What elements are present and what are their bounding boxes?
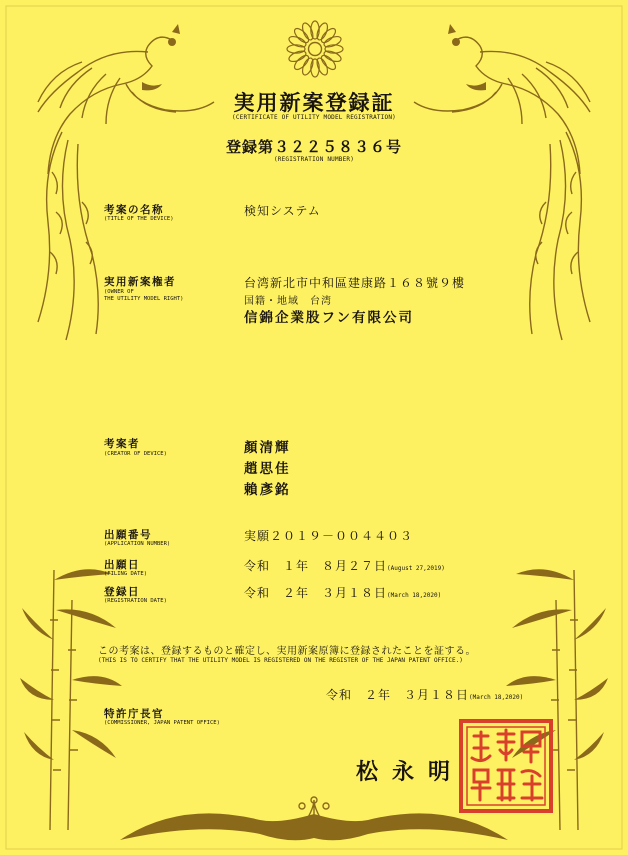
issue-date-jp: 令和 ２年 ３月１８日 xyxy=(326,688,470,702)
certificate-title-en: (CERTIFICATE OF UTILITY MODEL REGISTRATION) xyxy=(232,114,396,121)
chrysanthemum-crest-icon xyxy=(286,20,344,78)
device-title-value: 検知システム xyxy=(244,204,321,218)
creator-name: 趙思佳 xyxy=(244,461,291,477)
issue-date-en: (March 18,2020) xyxy=(469,694,524,701)
certification-text: この考案は、登録するものと確定し、実用新案原簿に登録されたことを証する。 xyxy=(98,646,476,657)
creator-label-en: (CREATOR OF DEVICE) xyxy=(104,451,167,457)
owner-label-en: (OWNER OF THE UTILITY MODEL RIGHT) xyxy=(104,289,184,302)
registration-number-en: (REGISTRATION NUMBER) xyxy=(273,156,355,163)
filing-date-en: (August 27,2019) xyxy=(387,565,445,572)
commissioner-signature: 松永明 xyxy=(356,759,465,785)
official-seal-icon xyxy=(458,718,554,814)
application-number-label: 出願番号 xyxy=(104,529,152,541)
registration-date-label: 登録日 xyxy=(104,586,140,598)
phoenix-right-icon xyxy=(406,22,606,382)
certification-text-en: (THIS IS TO CERTIFY THAT THE UTILITY MODEL IS REGISTERED ON THE REGISTER OF THE JAPAN PATENT OFFICE.) xyxy=(98,657,463,664)
application-number-value: 実願２０１９－００４４０３ xyxy=(244,529,414,543)
device-title-label-en: (TITLE OF THE DEVICE) xyxy=(104,216,174,222)
filing-date-label: 出願日 xyxy=(104,559,140,571)
certificate-title: 実用新案登録証 xyxy=(233,90,395,115)
application-number-label-en: (APPLICATION NUMBER) xyxy=(104,541,171,547)
creator-name: 賴彥銘 xyxy=(244,482,291,498)
filing-date-label-en: (FILING DATE) xyxy=(104,571,148,577)
creator-label: 考案者 xyxy=(104,438,140,450)
commissioner-label: 特許庁長官 xyxy=(104,708,164,720)
owner-nationality: 国籍・地域 台湾 xyxy=(244,296,332,307)
creator-name: 顏清輝 xyxy=(244,440,291,456)
owner-name: 信錦企業股フン有限公司 xyxy=(244,310,414,326)
commissioner-label-en: (COMMISSIONER, JAPAN PATENT OFFICE) xyxy=(104,720,220,726)
issue-date xyxy=(326,686,523,703)
filing-date-value xyxy=(244,557,445,574)
registration-date-label-en: (REGISTRATION DATE) xyxy=(104,598,167,604)
registration-number: 登録第３２２５８３６号 xyxy=(225,138,402,156)
filing-date-jp: 令和 １年 ８月２７日 xyxy=(244,559,388,573)
owner-address: 台湾新北市中和區建康路１６８號９樓 xyxy=(244,276,466,290)
device-title-label: 考案の名称 xyxy=(104,204,164,216)
registration-date-value xyxy=(244,584,441,601)
owner-label: 実用新案権者 xyxy=(104,276,176,288)
registration-date-en: (March 18,2020) xyxy=(387,592,442,599)
paulownia-icon xyxy=(120,790,508,848)
registration-date-jp: 令和 ２年 ３月１８日 xyxy=(244,586,388,600)
